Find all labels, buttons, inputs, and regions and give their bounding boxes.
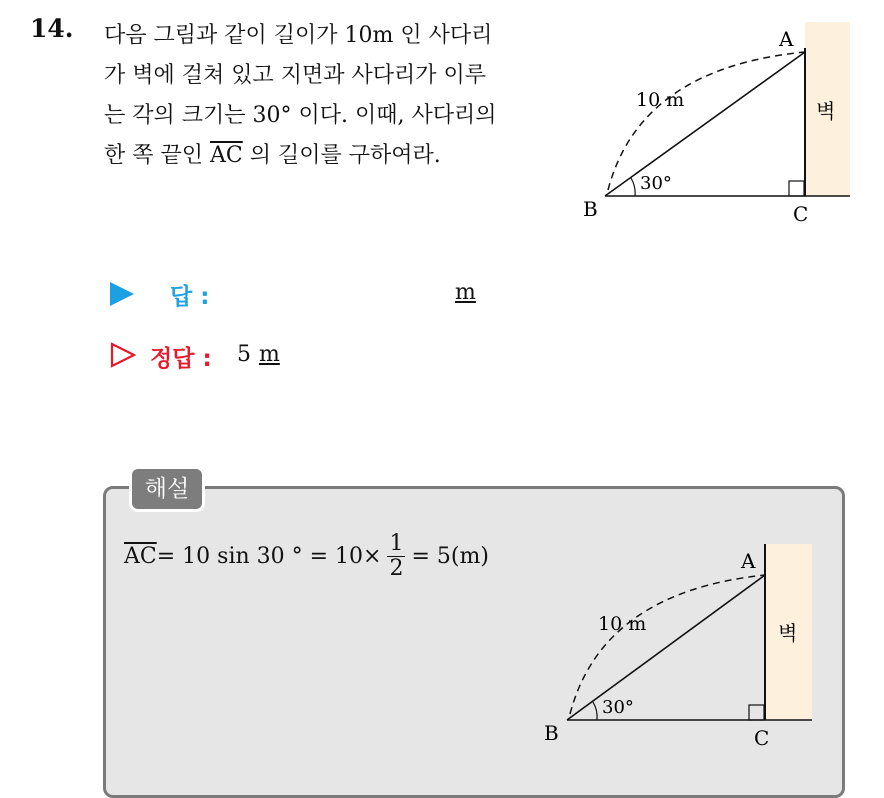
- question-line-4-post: 의 길이를 구하여라.: [242, 143, 441, 168]
- point-b-label: B: [544, 721, 559, 745]
- correct-number: 5: [237, 342, 251, 367]
- question-line-4-pre: 한 쪽 끝인: [104, 143, 210, 168]
- question-text: [104, 16, 554, 176]
- point-c-label: C: [793, 202, 809, 226]
- length-label: 10 m: [598, 613, 647, 635]
- answer-unit: m: [455, 280, 476, 305]
- formula-part-2: = 5(m): [411, 544, 489, 569]
- question-line-4: [104, 136, 554, 176]
- outline-triangle-icon: [110, 342, 136, 368]
- ladder-line: [605, 52, 805, 196]
- fraction-numerator: 1: [389, 531, 404, 556]
- ladder-figure: [580, 18, 860, 228]
- question-number: 14.: [30, 14, 74, 43]
- angle-arc: [631, 178, 635, 196]
- fraction: [387, 532, 405, 581]
- answer-label: 답 :: [170, 284, 210, 310]
- correct-value: [237, 342, 280, 367]
- question-line-1: 다음 그림과 같이 길이가 10m 인 사다리: [104, 23, 493, 48]
- formula-segment-ac: $\overline{AC}$: [124, 544, 157, 569]
- segment-ac: $\overline{AC}$: [210, 143, 243, 168]
- point-c-label: C: [754, 726, 770, 750]
- point-a-label: A: [779, 27, 794, 51]
- ladder-line: [567, 575, 765, 720]
- fraction-denominator: 2: [389, 556, 404, 581]
- point-b-label: B: [583, 197, 598, 221]
- explanation-figure: [540, 540, 820, 750]
- correct-unit: m: [259, 342, 280, 367]
- question-line-3: 는 각의 크기는 30° 이다. 이때, 사다리의: [104, 103, 497, 128]
- length-label: 10 m: [636, 89, 685, 111]
- explanation-tag: 해설: [129, 466, 205, 512]
- right-angle-mark: [749, 705, 764, 720]
- correct-label: 정답 :: [150, 346, 212, 372]
- angle-label: 30°: [602, 697, 634, 718]
- formula-part-1: = 10 sin 30 ° = 10×: [156, 544, 382, 569]
- angle-label: 30°: [640, 173, 672, 194]
- play-arrow-icon: [110, 282, 134, 306]
- point-a-label: A: [741, 549, 756, 573]
- right-angle-mark: [789, 181, 804, 196]
- question-line-2: 가 벽에 걸쳐 있고 지면과 사다리가 이루: [104, 63, 486, 88]
- explanation-formula: [124, 532, 489, 582]
- angle-arc: [593, 702, 597, 720]
- wall-label: 벽: [778, 621, 798, 645]
- wall-label: 벽: [816, 99, 836, 123]
